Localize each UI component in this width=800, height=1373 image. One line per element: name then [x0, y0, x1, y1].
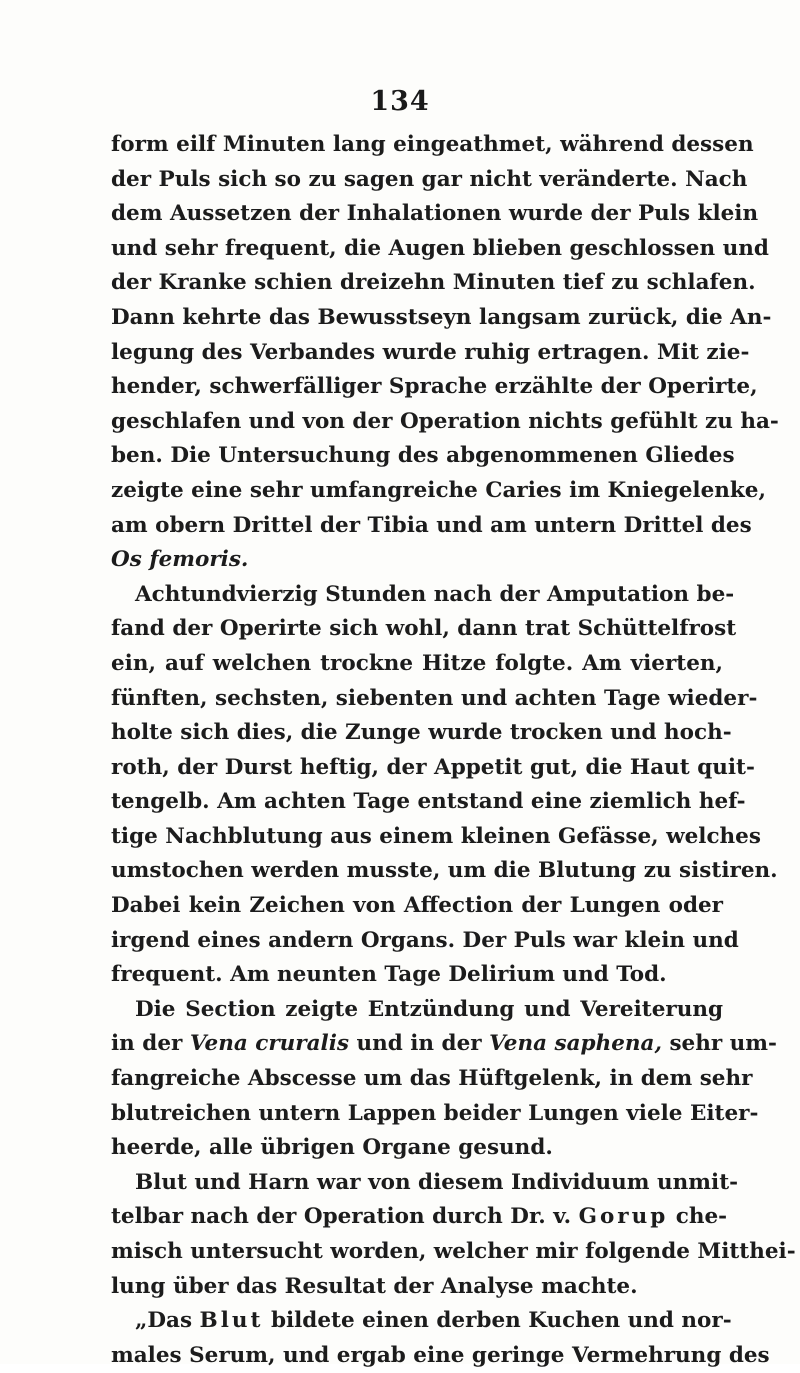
text-line	[111, 1062, 753, 1097]
text-segment: zeigte eine sehr umfangreiche Caries im Kniegelenke,	[111, 477, 766, 503]
text-segment: tige Nachblutung aus einem kleinen Gefässe, welches	[111, 823, 761, 849]
text-line	[111, 820, 761, 855]
page-number: 134	[370, 86, 430, 117]
text-line	[111, 474, 766, 509]
text-segment: und in der	[349, 1031, 490, 1057]
text-segment: der Puls sich so zu sagen gar nicht veränderte. Nach	[111, 166, 748, 192]
text-line	[111, 301, 772, 336]
text-line	[111, 266, 756, 301]
text-segment: misch untersucht worden, welcher mir folgende Mitthei-	[111, 1239, 796, 1264]
text-segment: der Kranke schien dreizehn Minuten tief zu schlafen.	[111, 270, 756, 296]
text-segment: telbar nach der Operation durch Dr. v.	[111, 1204, 579, 1230]
spaced-name: Gorup	[578, 1204, 669, 1230]
text-segment: irgend eines andern Organs. Der Puls war klein und	[111, 927, 739, 953]
text-segment: che-	[668, 1204, 728, 1230]
text-segment: sehr um-	[661, 1031, 777, 1057]
spaced-name: Blut	[199, 1308, 264, 1334]
text-segment: lung über das Resultat der Analyse machte.	[111, 1273, 638, 1299]
text-segment: fünften, sechsten, siebenten und achten Tage wieder-	[111, 685, 758, 711]
text-segment: form eilf Minuten lang eingeathmet, während dessen	[111, 132, 754, 157]
text-segment: ben. Die Untersuchung des abgenommenen Gliedes	[111, 443, 735, 469]
text-segment: heerde, alle übrigen Organe gesund.	[111, 1135, 553, 1161]
text-line	[111, 647, 723, 682]
text-segment: umstochen werden musste, um die Blutung zu sistiren.	[111, 858, 778, 884]
text-line	[111, 716, 732, 751]
text-segment: Dann kehrte das Bewusstseyn langsam zurück, die An-	[111, 304, 772, 330]
text-line	[111, 1270, 723, 1305]
text-line	[111, 1166, 739, 1201]
text-segment: roth, der Durst heftig, der Appetit gut, die Haut quit-	[111, 754, 755, 780]
text-segment: Dabei kein Zeichen von Affection der Lungen oder	[111, 893, 723, 919]
text-line	[111, 751, 755, 786]
text-segment: bildete einen derben Kuchen und nor-	[263, 1308, 732, 1334]
text-line	[111, 612, 737, 647]
text-segment: am obern Drittel der Tibia und am untern Drittel des	[111, 512, 752, 538]
text-line	[111, 163, 748, 198]
body-text	[111, 128, 796, 1373]
text-line	[111, 785, 746, 820]
text-line	[111, 370, 758, 405]
text-segment: tengelb. Am achten Tage entstand eine ziemlich hef-	[111, 789, 746, 815]
text-segment: fangreiche Abscesse um das Hüftgelenk, in dem sehr	[111, 1066, 753, 1092]
text-line	[111, 197, 759, 232]
text-segment: fand der Operirte sich wohl, dann trat Schüttelfrost	[111, 616, 737, 642]
text-segment: dem Aussetzen der Inhalationen wurde der Puls klein	[111, 201, 759, 227]
text-segment: hender, schwerfälliger Sprache erzählte der Operirte,	[111, 374, 758, 400]
text-line	[111, 405, 779, 440]
text-line	[111, 232, 769, 267]
text-segment: Die Section zeigte Entzündung und Vereiterung	[135, 996, 723, 1022]
text-segment: males Serum, und ergab eine geringe Vermehrung des	[111, 1342, 770, 1368]
text-line	[111, 128, 754, 163]
text-line	[111, 1131, 723, 1166]
text-segment: Blut und Harn war von diesem Individuum unmit-	[135, 1169, 739, 1195]
text-line	[111, 1304, 732, 1339]
text-line	[111, 854, 778, 889]
text-line	[111, 439, 735, 474]
text-line	[111, 958, 723, 993]
text-segment: ein, auf welchen trockne Hitze folgte. Am vierten,	[111, 650, 723, 676]
text-line	[111, 889, 723, 924]
text-line	[111, 543, 723, 578]
text-line	[111, 1235, 796, 1270]
text-segment: und sehr frequent, die Augen blieben geschlossen und	[111, 235, 769, 261]
text-line	[111, 924, 739, 959]
text-line	[111, 1097, 759, 1132]
text-line	[111, 1200, 728, 1235]
italic-text: Vena saphena,	[489, 1031, 662, 1057]
text-segment: geschlafen und von der Operation nichts gefühlt zu ha-	[111, 408, 779, 434]
text-segment: in der	[111, 1031, 190, 1057]
text-segment: Achtundvierzig Stunden nach der Amputation be-	[135, 581, 735, 607]
italic-text: Vena cruralis	[189, 1031, 349, 1057]
text-line	[111, 578, 735, 613]
text-segment: legung des Verbandes wurde ruhig ertragen. Mit zie-	[111, 339, 750, 365]
text-segment: frequent. Am neunten Tage Delirium und Tod.	[111, 962, 667, 988]
text-line	[111, 1339, 770, 1373]
text-segment: „Das	[135, 1308, 200, 1334]
text-line	[111, 682, 758, 717]
text-line	[111, 509, 752, 544]
italic-text: Os femoris.	[111, 547, 249, 573]
text-line	[111, 336, 750, 371]
text-segment: blutreichen untern Lappen beider Lungen viele Eiter-	[111, 1100, 759, 1126]
text-line	[111, 1027, 777, 1062]
text-segment: holte sich dies, die Zunge wurde trocken und hoch-	[111, 720, 732, 746]
text-line	[111, 993, 723, 1028]
